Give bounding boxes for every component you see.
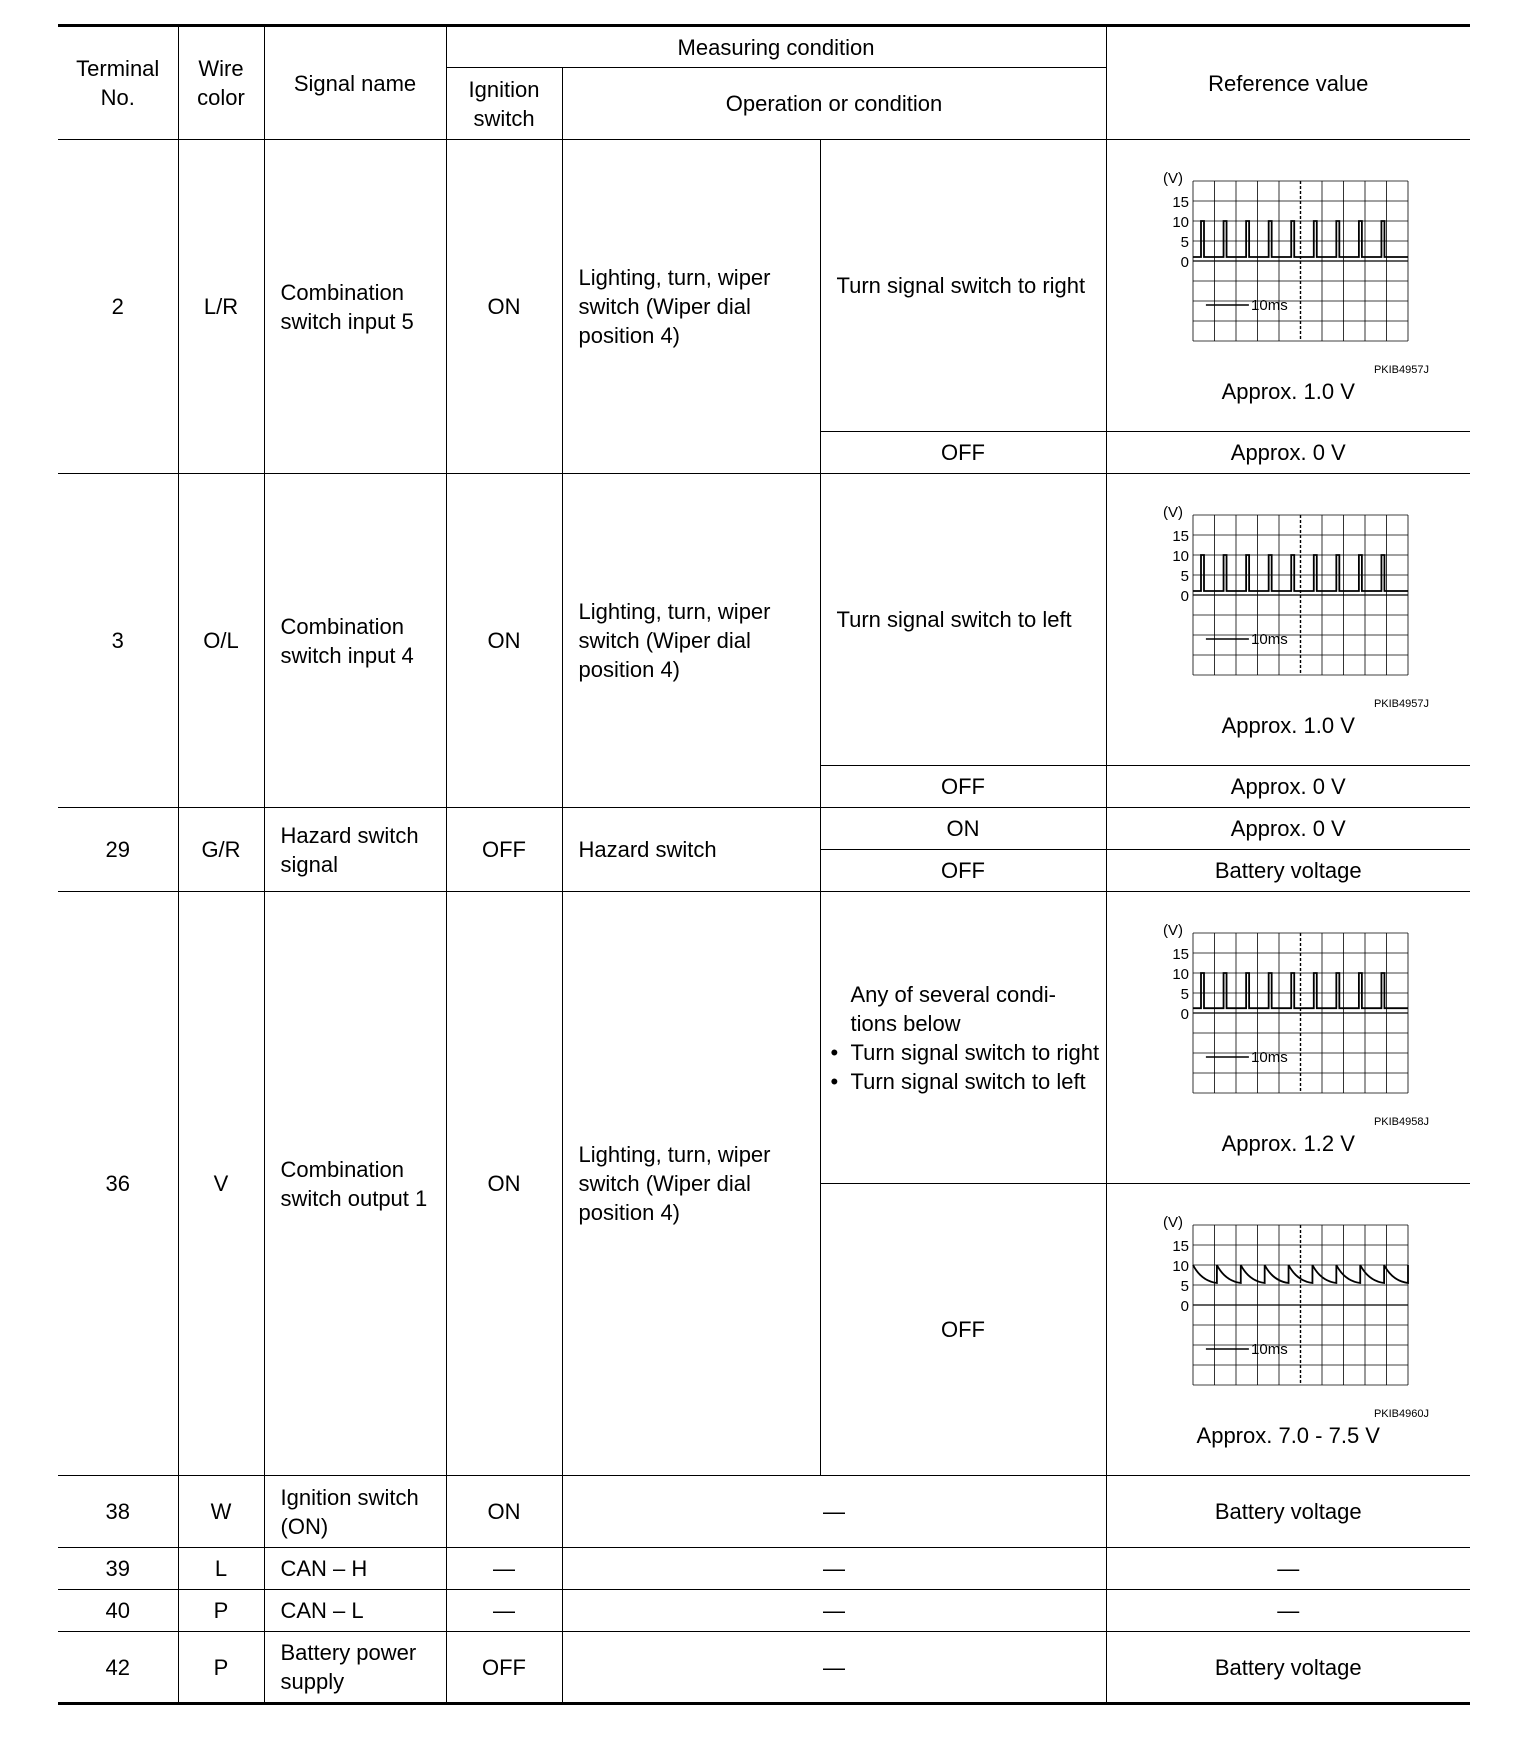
axis-unit: (V)	[1163, 170, 1184, 187]
operation-cell: Lighting, turn, wiper switch (Wiper dial position 4)	[562, 474, 820, 808]
operation-cell: —	[562, 1548, 1106, 1590]
condition-item: • Turn signal switch to right	[851, 1038, 1100, 1067]
terminal-cell: 2	[58, 140, 178, 474]
header-ignition-switch: Ignition switch	[446, 68, 562, 140]
tick-label: 15	[1172, 194, 1190, 211]
figure-code: PKIB4958J	[1374, 1116, 1430, 1128]
wire-color-cell: L	[178, 1548, 264, 1590]
tick-label: 15	[1172, 946, 1190, 963]
wire-color-cell: P	[178, 1632, 264, 1704]
tick-label: 0	[1180, 588, 1190, 605]
tick-label: 15	[1172, 528, 1190, 545]
wire-color-cell: O/L	[178, 474, 264, 808]
axis-unit: (V)	[1163, 922, 1184, 939]
reference-value: Approx. 7.0 - 7.5 V	[1196, 1423, 1380, 1448]
signal-name-cell: Battery power supply	[264, 1632, 446, 1704]
header-wire-color: Wire color	[178, 26, 264, 140]
header-operation: Operation or condition	[562, 68, 1106, 140]
ignition-cell: ON	[446, 1476, 562, 1548]
oscilloscope-waveform	[1143, 499, 1433, 711]
reference-cell: —	[1106, 1590, 1470, 1632]
timebase-label: 10ms	[1251, 297, 1288, 314]
reference-cell	[1106, 140, 1470, 432]
reference-value: Approx. 1.0 V	[1221, 713, 1355, 738]
reference-cell: Battery voltage	[1106, 850, 1470, 892]
reference-value: Approx. 1.0 V	[1221, 379, 1355, 404]
reference-cell: Approx. 0 V	[1106, 808, 1470, 850]
terminal-cell: 39	[58, 1548, 178, 1590]
reference-cell: Approx. 0 V	[1106, 432, 1470, 474]
reference-cell	[1106, 892, 1470, 1184]
signal-name-cell: Combination switch input 5	[264, 140, 446, 474]
reference-cell	[1106, 1184, 1470, 1476]
operation-cell: —	[562, 1590, 1106, 1632]
figure-code: PKIB4957J	[1374, 364, 1430, 376]
terminal-cell: 40	[58, 1590, 178, 1632]
tick-label: 10	[1172, 548, 1190, 565]
tick-label: 15	[1172, 1238, 1190, 1255]
condition-cell	[820, 892, 1106, 1184]
signal-name-cell: Hazard switch signal	[264, 808, 446, 892]
terminal-cell: 42	[58, 1632, 178, 1704]
operation-cell: —	[562, 1632, 1106, 1704]
signal-name-cell: CAN – L	[264, 1590, 446, 1632]
ignition-cell: ON	[446, 474, 562, 808]
condition-cell: OFF	[820, 766, 1106, 808]
condition-cell: OFF	[820, 1184, 1106, 1476]
condition-cell: ON	[820, 808, 1106, 850]
reference-cell	[1106, 474, 1470, 766]
terminal-cell: 38	[58, 1476, 178, 1548]
operation-cell: Lighting, turn, wiper switch (Wiper dial position 4)	[562, 892, 820, 1476]
axis-unit: (V)	[1163, 504, 1184, 521]
signal-name-cell: CAN – H	[264, 1548, 446, 1590]
reference-cell: Approx. 0 V	[1106, 766, 1470, 808]
ignition-cell: ON	[446, 892, 562, 1476]
wire-color-cell: L/R	[178, 140, 264, 474]
ignition-cell: —	[446, 1590, 562, 1632]
reference-cell: Battery voltage	[1106, 1476, 1470, 1548]
condition-cell: OFF	[820, 432, 1106, 474]
timebase-label: 10ms	[1251, 1341, 1288, 1358]
figure-code: PKIB4960J	[1374, 1408, 1430, 1420]
header-terminal: Terminal No.	[58, 26, 178, 140]
reference-value: Approx. 1.2 V	[1221, 1131, 1355, 1156]
ignition-cell: —	[446, 1548, 562, 1590]
axis-unit: (V)	[1163, 1214, 1184, 1231]
condition-cell: Turn signal switch to right	[820, 140, 1106, 432]
terminal-cell: 36	[58, 892, 178, 1476]
tick-label: 5	[1180, 986, 1190, 1003]
timebase-label: 10ms	[1251, 1049, 1288, 1066]
tick-label: 5	[1180, 568, 1190, 585]
terminal-cell: 3	[58, 474, 178, 808]
condition-item: • Turn signal switch to left	[851, 1067, 1100, 1096]
terminal-reference-table	[58, 24, 1470, 1705]
header-signal-name: Signal name	[264, 26, 446, 140]
tick-label: 5	[1180, 234, 1190, 251]
reference-cell: Battery voltage	[1106, 1632, 1470, 1704]
tick-label: 5	[1180, 1278, 1190, 1295]
header-reference-value: Reference value	[1106, 26, 1470, 140]
condition-intro: Any of several condi-tions below	[850, 981, 1056, 1036]
condition-cell: Turn signal switch to left	[820, 474, 1106, 766]
operation-cell: Hazard switch	[562, 808, 820, 892]
figure-code: PKIB4957J	[1374, 698, 1430, 710]
tick-label: 0	[1180, 1006, 1190, 1023]
header-measuring-condition: Measuring condition	[446, 26, 1106, 68]
terminal-cell: 29	[58, 808, 178, 892]
ignition-cell: OFF	[446, 1632, 562, 1704]
tick-label: 0	[1180, 1298, 1190, 1315]
reference-cell: —	[1106, 1548, 1470, 1590]
condition-cell: OFF	[820, 850, 1106, 892]
wire-color-cell: P	[178, 1590, 264, 1632]
oscilloscope-waveform	[1143, 917, 1433, 1129]
wire-color-cell: V	[178, 892, 264, 1476]
wire-color-cell: W	[178, 1476, 264, 1548]
operation-cell: —	[562, 1476, 1106, 1548]
signal-name-cell: Combination switch output 1	[264, 892, 446, 1476]
tick-label: 10	[1172, 966, 1190, 983]
oscilloscope-waveform	[1143, 165, 1433, 377]
timebase-label: 10ms	[1251, 631, 1288, 648]
ignition-cell: OFF	[446, 808, 562, 892]
tick-label: 10	[1172, 1258, 1190, 1275]
condition-list	[827, 1038, 1100, 1096]
oscilloscope-waveform	[1143, 1209, 1433, 1421]
operation-cell: Lighting, turn, wiper switch (Wiper dial position 4)	[562, 140, 820, 474]
signal-name-cell: Combination switch input 4	[264, 474, 446, 808]
tick-label: 10	[1172, 214, 1190, 231]
wire-color-cell: G/R	[178, 808, 264, 892]
signal-name-cell: Ignition switch (ON)	[264, 1476, 446, 1548]
ignition-cell: ON	[446, 140, 562, 474]
tick-label: 0	[1180, 254, 1190, 271]
